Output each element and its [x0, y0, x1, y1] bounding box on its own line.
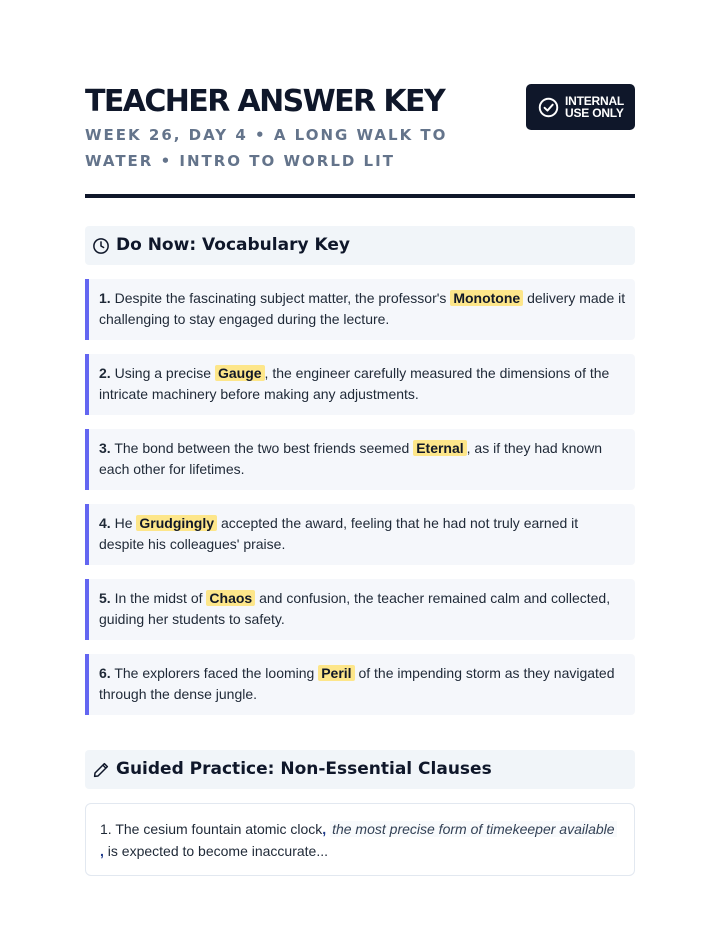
vocab-item [85, 429, 635, 490]
item-number: 1. [99, 290, 111, 306]
vocab-section-header [85, 226, 635, 265]
page-header [85, 84, 635, 198]
practice-sentence [100, 818, 620, 862]
vocab-answer: Grudgingly [136, 515, 217, 531]
sentence-after: and confusion, the teacher remained calm and collected, guiding her students to safety. [99, 590, 611, 627]
check-circle-icon [538, 97, 559, 118]
vocab-answer: Monotone [450, 290, 523, 306]
vocab-item [85, 504, 635, 565]
sentence-before: Despite the fascinating subject matter, the professor's [114, 290, 447, 306]
item-number: 3. [99, 440, 111, 456]
badge-line-2: USE ONLY [565, 106, 624, 120]
pencil-icon [92, 761, 110, 779]
vocab-sentence [99, 663, 627, 705]
non-essential-clause: the most precise form of timekeeper available [332, 821, 615, 837]
sentence-before: Using a precise [114, 365, 212, 381]
sentence-after: , as if they had known each other for lifetimes. [99, 440, 603, 477]
sentence-after: , the engineer carefully measured the dimensions of the intricate machinery before making any adjustments. [99, 365, 610, 402]
vocab-answer: Chaos [206, 590, 255, 606]
vocab-item [85, 654, 635, 715]
sentence-after: accepted the award, feeling that he had not truly earned it despite his colleagues' praise. [99, 515, 579, 552]
vocab-section-title: Do Now: Vocabulary Key [116, 235, 350, 255]
page-title: TEACHER ANSWER KEY [85, 84, 445, 119]
practice-section-header [85, 750, 635, 789]
item-number: 2. [99, 365, 111, 381]
practice-item [85, 803, 635, 876]
sentence-before: The bond between the two best friends seemed [114, 440, 410, 456]
vocab-answer: Eternal [413, 440, 466, 456]
header-divider [85, 194, 635, 198]
clock-icon [92, 237, 110, 255]
sentence-after: delivery made it challenging to stay engaged during the lecture. [99, 290, 626, 327]
vocab-sentence [99, 363, 627, 405]
vocab-answer: Peril [318, 665, 354, 681]
page-subtitle: WEEK 26, DAY 4 • A LONG WALK TO WATER • INTRO TO WORLD LIT [85, 126, 448, 170]
vocab-answer: Gauge [215, 365, 265, 381]
item-number: 4. [99, 515, 111, 531]
sentence-before: In the midst of [114, 590, 203, 606]
vocab-sentence [99, 438, 627, 480]
sentence-before: The explorers faced the looming [114, 665, 315, 681]
comma-open: , [322, 821, 327, 837]
internal-use-badge [526, 84, 635, 130]
comma-close: , [100, 843, 104, 859]
vocab-item [85, 354, 635, 415]
vocab-item [85, 279, 635, 340]
vocab-sentence [99, 513, 627, 555]
vocab-item [85, 579, 635, 640]
badge-label [565, 95, 631, 119]
vocab-sentence [99, 588, 627, 630]
vocab-sentence [99, 288, 627, 330]
practice-rest: is expected to become inaccurate... [107, 843, 329, 859]
item-number: 6. [99, 665, 111, 681]
practice-lead: 1. The cesium fountain atomic clock [100, 821, 323, 837]
sentence-before: He [114, 515, 133, 531]
item-number: 5. [99, 590, 111, 606]
sentence-after: of the impending storm as they navigated through the dense jungle. [99, 665, 615, 702]
badge-line-1: INTERNAL [565, 94, 625, 108]
practice-section-title: Guided Practice: Non-Essential Clauses [116, 759, 492, 779]
